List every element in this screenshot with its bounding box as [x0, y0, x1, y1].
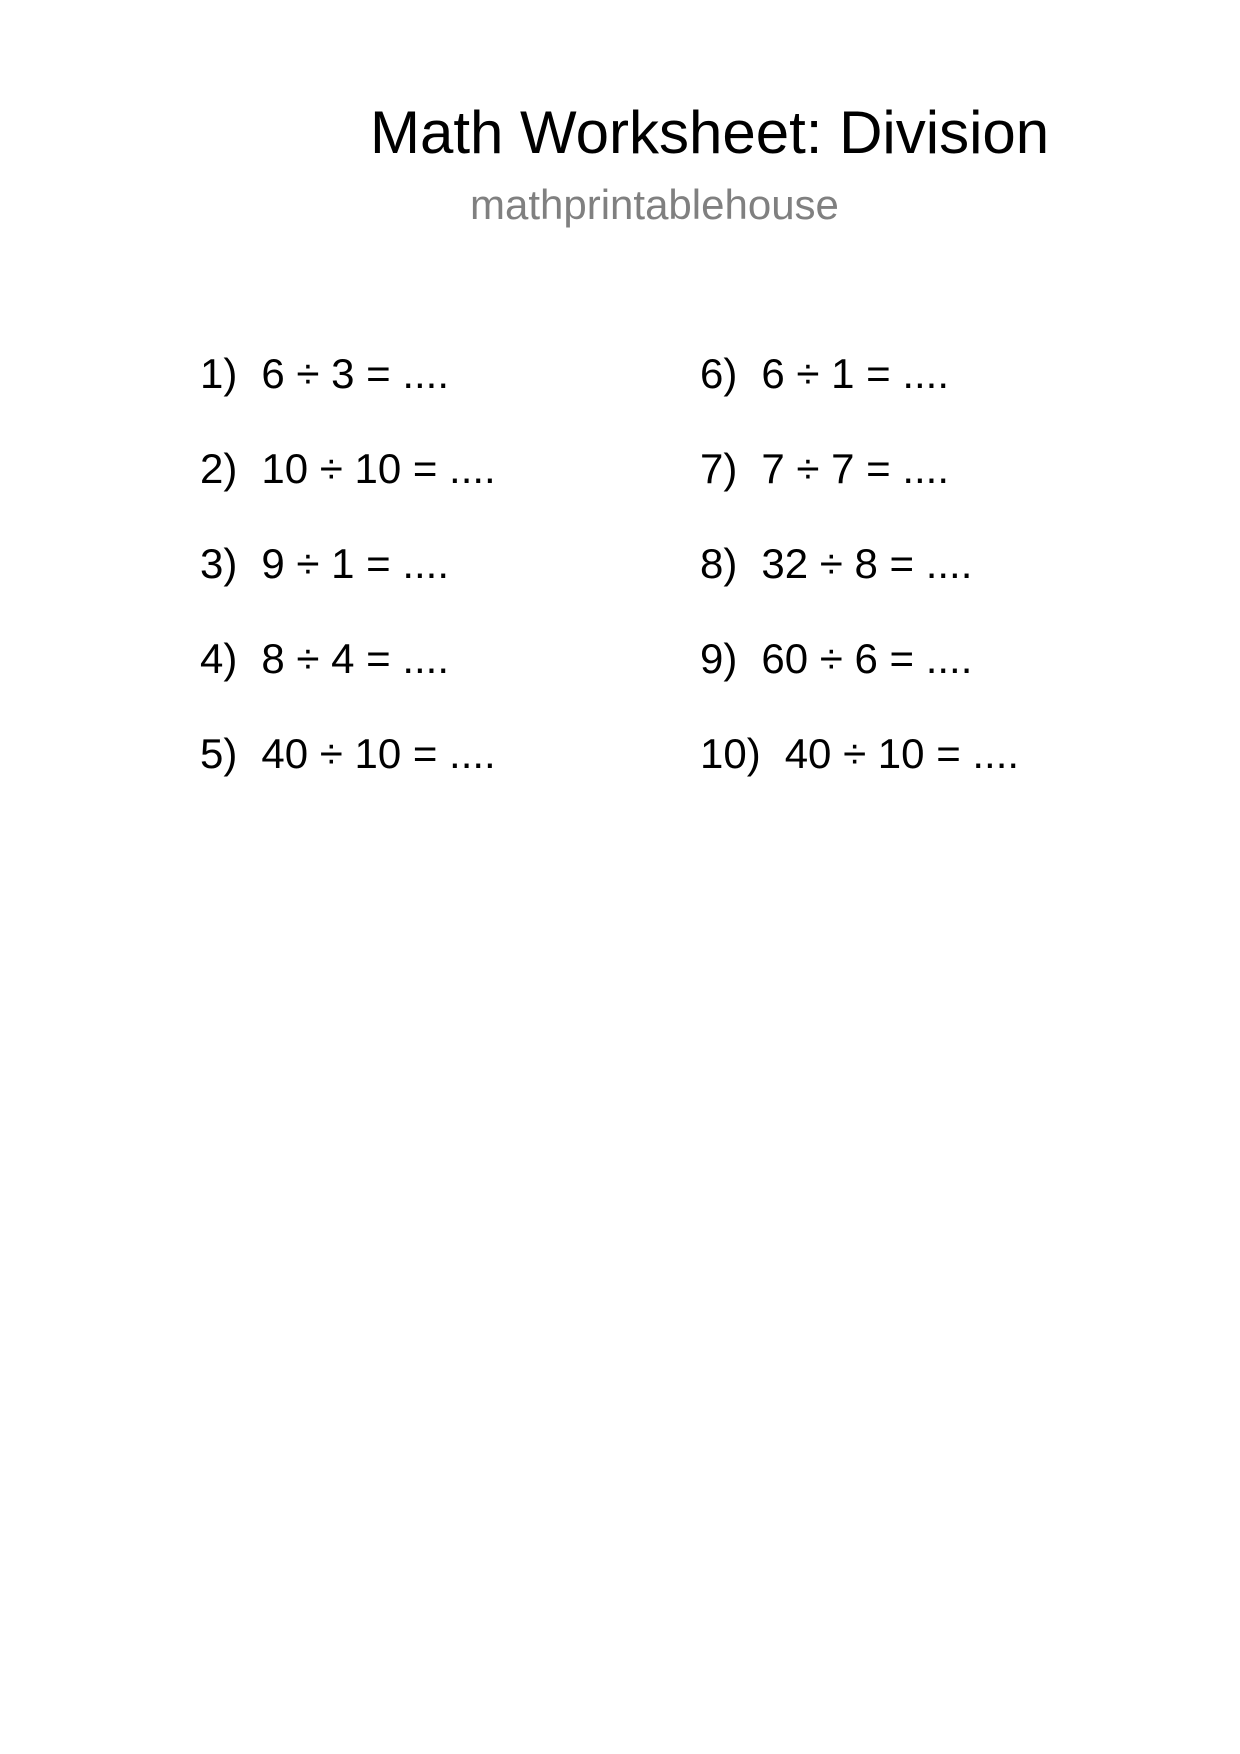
page-title: Math Worksheet: Division: [370, 99, 1050, 166]
problem-number: 1): [200, 350, 238, 397]
problem-number: 10): [700, 730, 761, 777]
problem-6: [700, 348, 1019, 443]
problem-7: [700, 443, 1019, 538]
problem-expression: 60 ÷ 6 = ....: [761, 635, 973, 682]
problem-column-left: [200, 348, 496, 823]
problem-expression: 6 ÷ 3 = ....: [261, 350, 450, 397]
problem-3: [200, 538, 496, 633]
problem-10: [700, 728, 1019, 823]
page-subtitle: mathprintablehouse: [470, 181, 839, 228]
problem-expression: 9 ÷ 1 = ....: [261, 540, 450, 587]
problem-expression: 40 ÷ 10 = ....: [261, 730, 496, 777]
problem-8: [700, 538, 1019, 633]
problem-number: 8): [700, 540, 738, 587]
problem-5: [200, 728, 496, 823]
problem-number: 4): [200, 635, 238, 682]
problem-expression: 8 ÷ 4 = ....: [261, 635, 450, 682]
problem-number: 3): [200, 540, 238, 587]
problem-1: [200, 348, 496, 443]
problem-2: [200, 443, 496, 538]
problem-number: 7): [700, 445, 738, 492]
problem-column-right: [700, 348, 1019, 823]
problem-expression: 32 ÷ 8 = ....: [761, 540, 973, 587]
problem-expression: 7 ÷ 7 = ....: [761, 445, 950, 492]
problem-4: [200, 633, 496, 728]
problem-number: 9): [700, 635, 738, 682]
problem-expression: 10 ÷ 10 = ....: [261, 445, 496, 492]
problem-number: 2): [200, 445, 238, 492]
problem-expression: 40 ÷ 10 = ....: [784, 730, 1020, 777]
problem-expression: 6 ÷ 1 = ....: [761, 350, 950, 397]
problem-number: 6): [700, 350, 738, 397]
problem-number: 5): [200, 730, 238, 777]
problem-9: [700, 633, 1019, 728]
